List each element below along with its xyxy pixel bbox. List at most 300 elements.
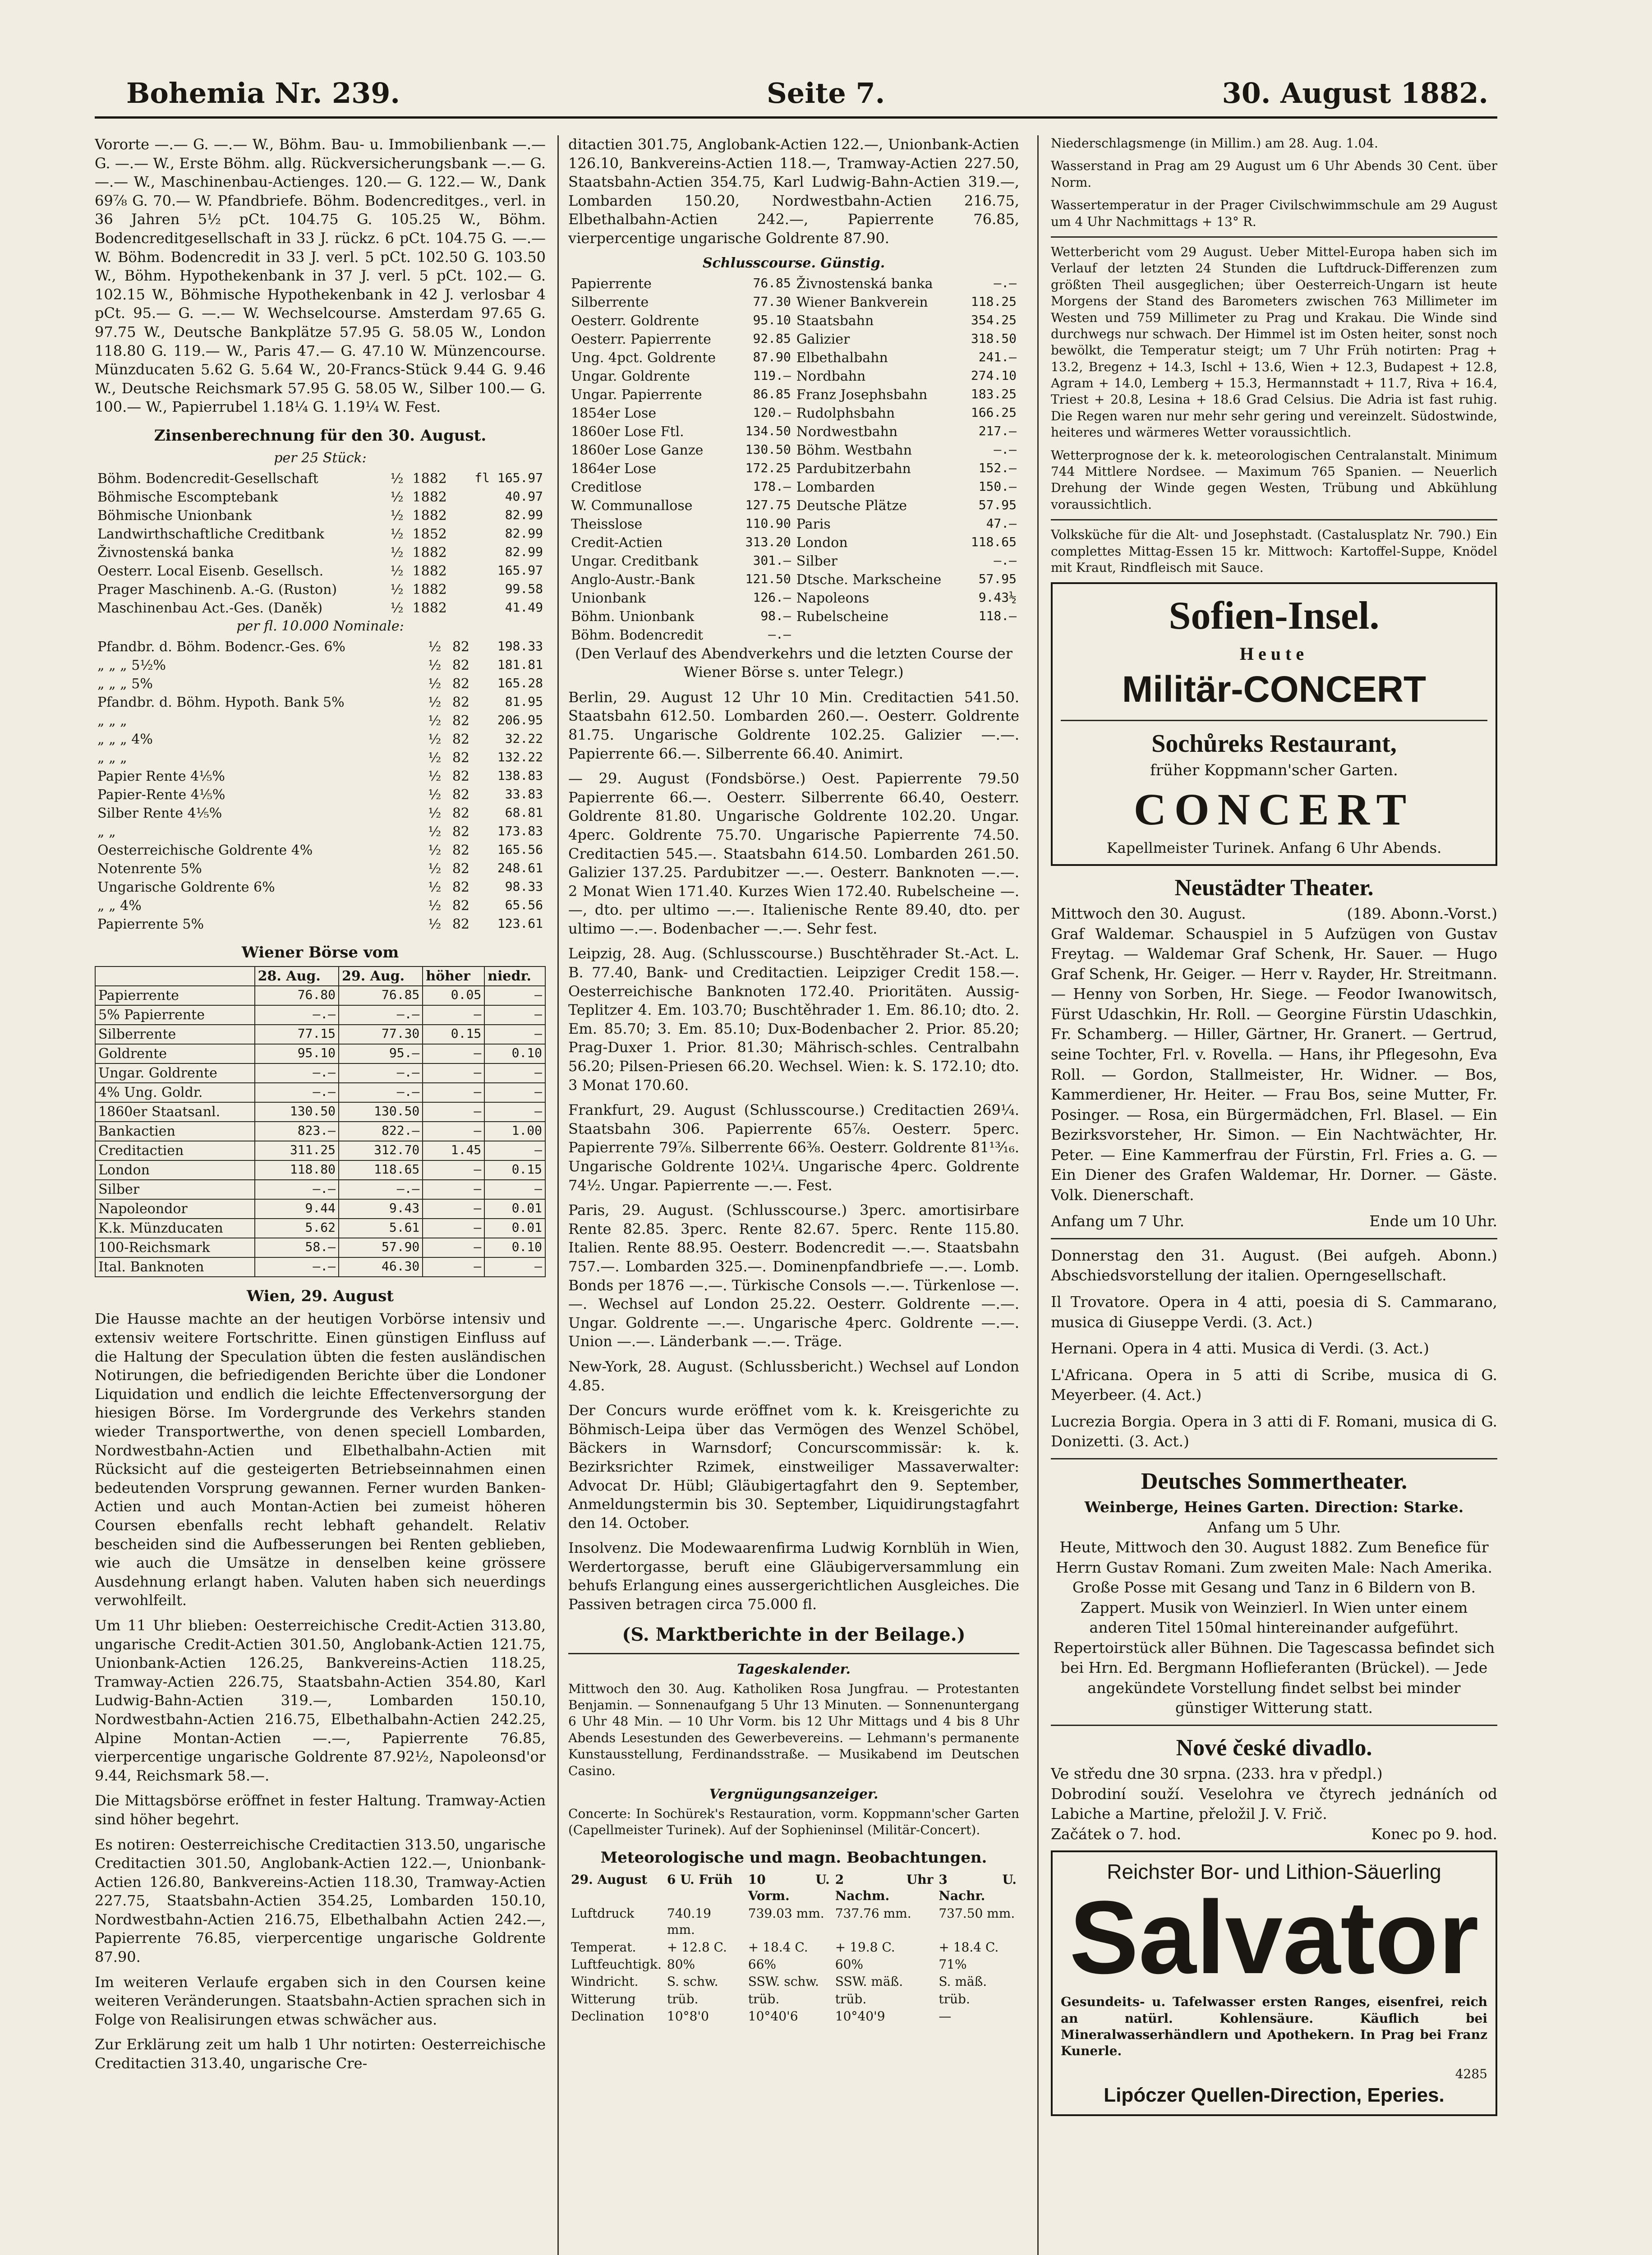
table-cell: 82 [452, 898, 470, 914]
opera-trovatore: Il Trovatore. Opera in 4 atti, poesia di S. Cammarano, musica di Giuseppe Verdi. (3. Act.) [1051, 1293, 1497, 1331]
table-cell: Silber Rente 4⅕% [97, 805, 222, 822]
table-cell: 60% [835, 1956, 863, 1972]
table-cell: 4% Ung. Goldr. [95, 1083, 255, 1102]
vergnuegung-text: Concerte: In Sochürek's Restauration, vorm. Koppmann'scher Garten (Capellmeister Turinek). Auf der Sophieninsel (Militär-Concert). [568, 1806, 1019, 1838]
table-header: 29. Aug. [339, 966, 423, 986]
table-cell: 1882 [412, 471, 447, 487]
table-cell: 181.81 [497, 657, 543, 672]
divider [1051, 1725, 1497, 1726]
table-cell: Rudolphsbahn [796, 405, 895, 421]
table-cell: ½ [428, 842, 442, 859]
table-cell: ½ [428, 898, 442, 914]
table-cell: 100-Reichsmark [95, 1238, 255, 1257]
zinsen-row [95, 804, 546, 823]
table-cell: ½ [428, 805, 442, 822]
table-cell: 0.05 [423, 986, 484, 1005]
boerse-row [95, 1122, 545, 1141]
table-header: 10 U. Vorm. [748, 1872, 830, 1904]
table-cell: 76.85 [339, 986, 423, 1005]
deutsches-sommertheater [1051, 1466, 1497, 1718]
table-cell: ½ [428, 639, 442, 655]
table-cell: 1860er Lose Ganze [571, 442, 704, 458]
table-cell: 0.15 [423, 1025, 484, 1044]
table-cell: 130.50 [745, 442, 791, 457]
table-cell: 274.10 [971, 368, 1017, 383]
table-cell: „ „ „ 5½% [97, 658, 166, 674]
table-cell: ½ [390, 508, 404, 524]
boerse-row [95, 1044, 545, 1063]
table-cell: 10°40'6 [748, 2009, 798, 2024]
table-cell: 77.15 [255, 1025, 339, 1044]
table-cell: —.— [255, 1005, 339, 1025]
wien-paragraph-3: Die Mittagsbörse eröffnet in fester Haltung. Tramway-Actien sind höher begehrt. [95, 1792, 546, 1828]
table-cell: 86.85 [753, 386, 791, 401]
table-cell: 120.— [753, 405, 791, 420]
opera-africana: L'Africana. Opera in 5 atti di Scribe, musica di G. Meyerbeer. (4. Act.) [1051, 1366, 1497, 1404]
table-cell: + 19.8 C. [835, 1939, 895, 1955]
zinsen-row [95, 712, 546, 730]
table-cell: ½ [428, 676, 442, 692]
wien-paragraph-4: Es notiren: Oesterreichische Creditactien 313.50, ungarische Creditactien 301.50, Anglobank-Actien 122.—, Unionbank-Actien 126.80, Bankvereins-Actien 118.30, Tramway-Actien 227.75, Staatsbahn-Actien 354.25, Lombarden 150.10, Nordwestbahn-Actien 216.75, Elbethalbahn Actien 242.—, Papierrente 76.85, vierpercentige ungarische Goldrente 87.90. [95, 1836, 546, 1966]
table-cell: + 18.4 C. [748, 1939, 808, 1955]
table-cell: — [423, 1122, 484, 1141]
column-divider-1 [557, 135, 559, 2255]
table-cell: ½ [428, 879, 442, 896]
table-cell: —.— [339, 1083, 423, 1102]
table-cell: 81.95 [505, 694, 543, 709]
table-cell: 82 [452, 713, 470, 729]
table-cell: — [484, 986, 545, 1005]
table-cell: ½ [428, 695, 442, 711]
berlin-report-2: — 29. August (Fondsbörse.) Oest. Papierrente 79.50 Papierrente 66.—. Oesterr. Silberrente 66.40, Oesterr. Goldrente 81.80. Ungarische Goldrente 102.20. Ungar. 4perc. Goldrente 75.70. Ungarische Papierrente 74.50. Creditactien 545.—. Staatsbahn 614.50. Lombarden 261.50. Galizier 137.25. Pardubitzer —.—. Oesterr. Banknoten —.—. 2 Monat Wien 171.40. Kurzes Wien 172.40. Rubelscheine —.—, dto. per ultimo —.—. Italienische Rente 89.40, dto. per ultimo —.—. Bodenbacher —.—. Sehr fest. [568, 770, 1019, 937]
table-header-row [95, 966, 545, 986]
zinsen-row [95, 897, 546, 915]
neustaedter-end: Ende um 10 Uhr. [1369, 1212, 1497, 1230]
table-cell: — [423, 1238, 484, 1257]
table-cell: 57.90 [339, 1238, 423, 1257]
table-cell: Ungar. Papierrente [571, 387, 702, 403]
wien-paragraph-6: Zur Erklärung zeit um halb 1 Uhr notirten: Oesterreichische Creditactien 313.40, ungarische Cre- [95, 2036, 546, 2072]
header-rule [95, 116, 1497, 119]
table-cell: Goldrente [95, 1044, 255, 1063]
table-cell: Creditactien [95, 1141, 255, 1160]
table-cell: 82 [452, 695, 470, 711]
table-cell: 76.85 [753, 275, 791, 290]
table-cell: Luftfeuchtigk. [571, 1956, 662, 1972]
wien-title: Wien, 29. August [247, 1287, 394, 1306]
table-cell: + 12.8 C. [667, 1939, 727, 1955]
salvator-ad-number: 4285 [1455, 2066, 1487, 2081]
table-cell: — [423, 1257, 484, 1277]
boerse-row [95, 1083, 545, 1102]
table-cell: ½ [390, 526, 404, 543]
table-cell: 87.90 [753, 349, 791, 364]
boerse-table [95, 966, 546, 1277]
table-cell: 173.83 [497, 824, 543, 839]
table-cell: 130.50 [339, 1102, 423, 1122]
schluss-row [568, 626, 1019, 644]
table-cell: 740.19 mm. [667, 1905, 711, 1937]
paris-report: Paris, 29. August. (Schlusscourse.) 3perc. amortisirbare Rente 82.85. 3perc. Rente 82.67. 5perc. Rente 115.80. Italien. Rente 88.95. Oesterr. Bodencredit —.—. Staatsbahn 757.—. Lombarden 325.—. Dominenpfandbriefe —.—. Lomb. Bonds per 1876 —.—. Türkische Consols —.—. Türkenlose —.—. Wechsel auf London 25.22. Oesterr. Goldrente —.—. Ungar. Goldrente —.—. Ungarische 4perc. Goldrente —.—. Union —.—. Länderbank —.—. Träge. [568, 1201, 1019, 1350]
table-cell: — [484, 1025, 545, 1044]
schluss-note: (Den Verlauf des Abendverkehrs und die letzten Course der Wiener Börse s. unter Telegr.) [575, 644, 1013, 681]
zinsen-row [95, 878, 546, 897]
table-cell: Papier-Rente 4⅕% [97, 787, 225, 803]
table-cell: Böhm. Bodencredit [571, 627, 704, 643]
table-cell: — [423, 1044, 484, 1063]
table-cell: —.— [339, 1063, 423, 1083]
table-cell: Anglo-Austr.-Bank [571, 571, 695, 588]
meteo-row [568, 1939, 1019, 1956]
table-cell: 118.25 [971, 294, 1017, 309]
table-cell: „ „ „ 5% [97, 676, 153, 692]
table-cell: London [796, 534, 848, 551]
neustaedter-play: Graf Waldemar. Schauspiel in 5 Aufzügen von Gustav Freytag. — Waldemar Graf Schenk, Hr. Sauer. — Hugo Graf Schenk, Hr. Geiger. — Herr v. Rayder, Hr. Streitmann. — Henny von Sorben, Hr. Siege. — Feodor Iwanowitsch, Fürst Udaschkin, Hr. Roll. — Georgine Fürstin Udaschkin, Fr. Schamberg. — Hiller, Gärtner, Hr. Granert. — Gertrud, seine Tochter, Frl. v. Rovella. — Hans, ihr Pflegesohn, Eva Roll. — Gordon, Stallmeister, Hr. Widner. — Bos, Kammerdiener, Hr. Heiter. — Frau Bos, seine Mutter, Fr. Posinger. — Rosa, ein Bürgermädchen, Frl. Blasel. — Ein Bezirksvorsteher, Hr. Simon. — Ein Nachtwächter, Hr. Peter. — Eine Kammerfrau der Fürstin, Frl. Fries a. G. — Ein Diener des Grafen Waldemar, Hr. Dorner. — Gäste. Volk. Dienerschaft. [1051, 925, 1497, 1204]
table-cell: W. Communallose [571, 497, 693, 514]
meteo-row [568, 1905, 1019, 1939]
table-cell: Galizier [796, 331, 850, 347]
table-cell: 165.56 [497, 842, 543, 857]
table-cell: 1860er Staatsanl. [95, 1102, 255, 1122]
table-cell: — [484, 1141, 545, 1160]
table-cell: 241.— [978, 349, 1017, 364]
table-cell: 10°40'9 [835, 2009, 885, 2024]
table-cell: Elbethalbahn [796, 350, 888, 366]
market-intro: Vororte —.— G. —.— W., Böhm. Bau- u. Immobilienbank —.— G. —.— W., Erste Böhm. allg. Rückversicherungsbank —.— G. —.— W., Maschinenbau-Actienges. 120.— G. 122.— W., Dank 69⅞ G. 70.— W. Pfandbriefe. Böhm. Bodencreditges., verl. in 36 Jahren 5½ pCt. 104.75 G. 105.25 W., Böhm. Bodencreditgesellschaft in 33 J. rückz. 6 pCt. 104.75 G. —.— W. Böhm. Bodencredit in 33 J. verl. 5 pCt. 102.50 G. 103.50 W., Böhm. Hypothekenbank in 37 J. verl. 5 pCt. 102.— G. 102.15 W., Böhmische Hypothekenbank in 42 J. verlosbar 4 pCt. 95.— G. —.— W. Wechselcourse. Amsterdam 97.65 G. 97.75 W., Deutsche Bankplätze 57.95 G. 58.05 W., London 118.80 G. 119.— W., Paris 47.— G. 47.10 W. Münzencourse. Münzducaten 5.62 G. 5.64 W., 20-Francs-Stück 9.44 G. 9.46 W., Deutsche Reichsmark 57.95 G. 58.05 W., Silber 100.— G. 100.— W., Papierrubel 1.18¼ G. 1.19¼ W. Fest. [95, 136, 546, 416]
table-cell: 68.81 [505, 805, 543, 820]
schluss-row [568, 478, 1019, 497]
divider [1051, 1238, 1497, 1239]
table-cell: ½ [428, 861, 442, 877]
table-cell: —.— [994, 275, 1017, 290]
sofien-title: Sofien-Insel. [1169, 594, 1380, 638]
boerse-row [95, 1025, 545, 1044]
neustaedter-thursday: Donnerstag den 31. August. (Bei aufgeh. Abonn.) Abschiedsvorstellung der italien. Operngesellschaft. [1051, 1246, 1497, 1284]
table-cell: Papierrente [95, 986, 255, 1005]
boerse-row [95, 1219, 545, 1238]
table-cell: 41.49 [505, 600, 543, 615]
table-cell: Prager Maschinenb. A.-G. (Ruston) [97, 582, 337, 598]
niederschlag-text: Niederschlagsmenge (in Millim.) am 28. Aug. 1.04. [1051, 136, 1378, 151]
zinsen-row [95, 730, 546, 749]
table-cell: 0.10 [484, 1044, 545, 1063]
sochurek-sub: früher Koppmann'scher Garten. [1150, 761, 1398, 780]
table-cell: Ungar. Goldrente [95, 1063, 255, 1083]
sofien-heute: Heute [1239, 643, 1309, 664]
table-cell: Böhm. Unionbank [571, 608, 695, 625]
table-cell: ½ [428, 769, 442, 785]
zinsen-row [95, 488, 546, 506]
boerse-row [95, 1238, 545, 1257]
table-cell: S. mäß. [939, 1974, 987, 1989]
table-cell: 0.01 [484, 1219, 545, 1238]
table-cell: —.— [994, 552, 1017, 568]
table-cell: Dtsche. Markscheine [796, 571, 942, 588]
neustaedter-date: Mittwoch den 30. August. [1051, 905, 1246, 923]
table-cell: Silber [796, 553, 838, 569]
salvator-source: Lipóczer Quellen-Direction, Eperies. [1104, 2084, 1445, 2107]
table-cell: 126.— [753, 589, 791, 605]
schluss-row [568, 404, 1019, 423]
table-cell: Staatsbahn [796, 313, 874, 329]
zinsen-row [95, 749, 546, 767]
table-cell: 118.— [978, 608, 1017, 623]
table-header-row [568, 1871, 1019, 1905]
table-cell: ½ [390, 600, 404, 617]
table-cell: 9.44 [255, 1199, 339, 1219]
table-cell: Paris [796, 516, 831, 532]
table-cell: ½ [428, 787, 442, 803]
table-cell: 95.10 [255, 1044, 339, 1063]
table-cell: 313.20 [745, 534, 791, 549]
wasserstand-text: Wasserstand in Prag am 29 August um 6 Uhr Abends 30 Cent. über Norm. [1051, 158, 1497, 190]
newyork-report: New-York, 28. August. (Schlussbericht.) Wechsel auf London 4.85. [568, 1358, 1019, 1394]
salvator-ad [1051, 1850, 1497, 2116]
zinsen-row [95, 915, 546, 934]
zinsen-subtitle-2: per fl. 10.000 Nominale: [236, 618, 404, 635]
concurs-notice: Der Concurs wurde eröffnet vom k. k. Kreisgerichte zu Böhmisch-Leipa über das Vermögen des Wenzel Schöbel, Bäckers in Warnsdorf; Concurscommissär: k. k. Bezirksrichter Rzimek, einstweiliger Massaverwalter: Advocat Dr. Hübl; Gläubigertagfahrt den 9. September, Anmeldungstermin bis 30. September, Liquidirungstagfahrt den 14. October. [568, 1402, 1019, 1532]
meteo-row [568, 1973, 1019, 1990]
table-cell: 178.— [753, 479, 791, 494]
table-cell: Wiener Bankverein [796, 294, 928, 310]
frankfurt-report: Frankfurt, 29. August (Schlusscourse.) Creditactien 269¼. Staatsbahn 306. Papierrente 65⅞. Oesterr. 5perc. Papierrente 79⅞. Silberrente 66⅜. Oesterr. Goldrente 81¹³⁄₁₆. Ungarische Goldrente 102¼. Ungarische 4perc. Goldrente 74½. Ungar. Papierrente —.—. Fest. [568, 1101, 1019, 1194]
table-cell: 65.56 [505, 897, 543, 913]
schluss-row [568, 552, 1019, 571]
table-cell: Böhmische Escomptebank [97, 489, 278, 506]
salvator-description: Gesundeits- u. Tafelwasser ersten Ranges, eisenfrei, reich an natürl. Kohlensäure. Käuflich bei Mineralwasserhändlern und Apothekern. In Prag bei Franz Kunerle. [1061, 1994, 1487, 2059]
table-cell: 110.90 [745, 515, 791, 531]
meteo-row [568, 2008, 1019, 2025]
table-cell: Silberrente [571, 294, 649, 310]
table-cell: ½ [390, 582, 404, 598]
wassertemp-text: Wassertemperatur in der Prager Civilschwimmschule am 29 August um 4 Uhr Nachmittags + 13° R. [1051, 198, 1497, 229]
table-cell: Oesterreichische Goldrente 4% [97, 842, 313, 859]
boerse-row [95, 1102, 545, 1122]
table-cell [794, 626, 962, 644]
column-divider-2 [1037, 135, 1039, 2255]
zinsen-row [95, 580, 546, 599]
table-cell: 82 [452, 658, 470, 674]
kalender-title: Tageskalender. [737, 1661, 851, 1677]
table-cell: 46.30 [339, 1257, 423, 1277]
table-cell: Declination [571, 2009, 644, 2024]
table-cell: „ „ 4% [97, 898, 142, 914]
nove-play: Dobrodiní souží. Veselohra ve čtyrech jednáních od Labiche a Martine, přeložil J. V. Frič. [1051, 1785, 1497, 1823]
opera-hernani: Hernani. Opera in 4 atti. Musica di Verdi. (3. Act.) [1051, 1339, 1429, 1358]
zinsen-row [95, 693, 546, 712]
table-cell: Deutsche Plätze [796, 497, 907, 514]
table-cell: Rubelscheine [796, 608, 889, 625]
table-cell: 82 [452, 676, 470, 692]
table-cell: — [423, 1083, 484, 1102]
table-cell: 183.25 [971, 386, 1017, 401]
table-cell: 150.— [978, 479, 1017, 494]
table-cell: 82 [452, 787, 470, 803]
table-cell: 95.10 [753, 312, 791, 327]
table-cell: 123.61 [497, 916, 543, 931]
table-cell: Živnostenská banka [796, 276, 933, 292]
table-cell: 5% Papierrente [95, 1005, 255, 1025]
wetterbericht-text: Wetterbericht vom 29 August. Ueber Mittel-Europa haben sich im Verlauf der letzten 24 Stunden die Luftdruck-Differenzen zum größten Theil ausgeglichen; über Oesterreich-Ungarn ist heute Morgens der Stand des Barometers zwischen 763 Millimeter im Westen und 759 Millimeter zu Prag und Krakau. Die Winde sind durchwegs nur schwach. Der Himmel ist im Osten heiter, sonst noch bewölkt, die Temperatur steigt; um 7 Uhr Früh notirten: Prag + 13.2, Bregenz + 14.3, Ischl + 13.6, Wien + 12.3, Budapest + 12.8, Agram + 14.0, Lemberg + 15.3, Hermannstadt + 11.7, Riva + 16.4, Triest + 20.8, Lesina + 18.6 Grad Celsius. Die Adria ist fast ruhig. Die Regen waren nur mehr sehr gering und vereinzelt. Südostwinde, heiteres und wärmeres Wetter voraussichtlich. [1051, 244, 1497, 440]
wien-paragraph-1: Die Hausse machte an der heutigen Vorbörse intensiv und extensiv weitere Fortschritte. Einen günstigen Einfluss auf die Haltung der Speculation übten die festen ausländischen Notirungen, die befriedigenden Berichte über die Londoner Liquidation und endlich die leichte Effectenversorgung der hiesigen Börse. Im Vordergrunde des Verkehrs standen wieder Transportwerthe, von denen speciell Lombarden, Nordwestbahn-Actien und Elbethalbahn-Actien mit Rücksicht auf die gesteigerten Betriebseinnahmen einen bedeutenden Vorsprung gewannen. Ferner wurden Banken-Actien und auch Montan-Actien bei zumeist höheren Coursen ebenfalls recht lebhaft gehandelt. Relativ bescheiden sind die Aufbesserungen bei Renten geblieben, wie auch die Umsätze in denselben keine grössere Ausdehnung erlangt haben. Valuten haben sich neuerdings verwohlfeilt. [95, 1310, 546, 1609]
table-cell: — [484, 1180, 545, 1199]
meteo-row [568, 1956, 1019, 1973]
table-cell: ½ [390, 563, 404, 580]
table-cell: 217.— [978, 423, 1017, 438]
zinsen-row [95, 525, 546, 543]
sommertheater-title: Deutsches Sommertheater. [1141, 1468, 1408, 1494]
divider [568, 1653, 1019, 1654]
table-cell: Napoleons [796, 590, 870, 606]
table-cell: — [939, 2009, 952, 2024]
table-cell: Nordwestbahn [796, 423, 898, 440]
schluss-row [568, 589, 1019, 607]
table-cell: ½ [428, 750, 442, 766]
table-cell: —.— [339, 1180, 423, 1199]
table-cell: 354.25 [971, 312, 1017, 327]
table-header: niedr. [484, 966, 545, 986]
table-cell: trüb. [939, 1991, 970, 2006]
table-cell: 198.33 [497, 639, 543, 654]
table-cell: Witterung [571, 1991, 636, 2006]
table-cell: 92.85 [753, 331, 791, 346]
table-cell: 138.83 [497, 768, 543, 783]
column-2 [568, 135, 1019, 2255]
table-cell: 132.22 [497, 750, 543, 765]
page-header [126, 77, 1488, 117]
zinsen-row [95, 860, 546, 878]
table-cell: S. schw. [667, 1974, 718, 1989]
wien-paragraph-5: Im weiteren Verlaufe ergaben sich in den Coursen keine weiteren Veränderungen. Staatsbahn-Actien sprachen sich in Folge von Realisirungen etwas schwächer aus. [95, 1973, 546, 2028]
schluss-row [568, 275, 1019, 293]
boerse-row [95, 1063, 545, 1083]
zinsen-row [95, 767, 546, 786]
table-cell: Silberrente [95, 1025, 255, 1044]
table-cell: 311.25 [255, 1141, 339, 1160]
zinsen-subtitle: per 25 Stück: [274, 450, 367, 466]
table-cell: „ „ „ 4% [97, 732, 153, 748]
table-cell: Pfandbr. d. Böhm. Bodencr.-Ges. 6% [97, 639, 345, 655]
table-cell: 82 [452, 732, 470, 748]
schluss-row [568, 515, 1019, 534]
table-cell: trüb. [667, 1991, 699, 2006]
schluss-row [568, 497, 1019, 515]
nove-date: Ve středu dne 30 srpna. (233. hra v předpl.) [1051, 1765, 1383, 1783]
divider [1061, 720, 1487, 721]
table-cell: 739.03 mm. [748, 1905, 824, 1921]
table-cell: ½ [428, 824, 442, 840]
boerse-row [95, 1199, 545, 1219]
table-cell: 95.— [339, 1044, 423, 1063]
table-cell: Luftdruck [571, 1905, 635, 1921]
sommertheater-sub: Weinberge, Heines Garten. Direction: Starke. [1084, 1498, 1464, 1516]
table-cell: 76.80 [255, 986, 339, 1005]
table-cell: 172.25 [745, 460, 791, 475]
divider [1051, 1458, 1497, 1459]
table-cell: Napoleondor [95, 1199, 255, 1219]
insolvenz-notice: Insolvenz. Die Modewaarenfirma Ludwig Kornblüh in Wien, Werdertorgasse, beruft eine Gläubigerversammlung ein behufs Erlangung eines aussergerichtlichen Ausgleiches. Die Passiven betragen circa 75.000 fl. [568, 1539, 1019, 1613]
table-cell: 1852 [412, 526, 447, 543]
table-cell: Papierrente 5% [97, 916, 204, 933]
schluss-row [568, 534, 1019, 552]
neustaedter-abonn: (189. Abonn.-Vorst.) [1347, 905, 1497, 923]
sommertheater-start: Anfang um 5 Uhr. [1207, 1518, 1341, 1536]
table-cell: 1882 [412, 600, 447, 617]
sochurek-title: Sochůreks Restaurant, [1151, 730, 1397, 758]
zinsen-row [95, 562, 546, 580]
table-cell: London [95, 1160, 255, 1180]
salvator-top: Reichster Bor- und Lithion-Säuerling [1107, 1860, 1441, 1884]
table-cell: 118.65 [971, 534, 1017, 549]
table-cell: — [484, 1083, 545, 1102]
table-cell: 77.30 [753, 294, 791, 309]
table-cell: 71% [939, 1956, 967, 1972]
table-cell: 0.01 [484, 1199, 545, 1219]
table-cell: ½ [428, 732, 442, 748]
table-cell: 165.97 [497, 563, 543, 578]
table-cell: Oesterr. Local Eisenb. Gesellsch. [97, 563, 324, 580]
table-cell: — [423, 1063, 484, 1083]
table-cell: 165.28 [497, 676, 543, 691]
zinsen-row [95, 675, 546, 693]
schluss-row [568, 571, 1019, 589]
header-page-number: Seite 7. [767, 77, 885, 110]
schluss-row [568, 441, 1019, 460]
table-cell: 57.95 [978, 571, 1017, 586]
table-cell: Böhm. Bodencredit-Gesellschaft [97, 471, 318, 487]
table-cell: 121.50 [745, 571, 791, 586]
nove-title: Nové české divadlo. [1176, 1735, 1372, 1761]
table-cell: Landwirthschaftliche Creditbank [97, 526, 324, 543]
table-cell: 152.— [978, 460, 1017, 475]
leipzig-report: Leipzig, 28. Aug. (Schlusscourse.) Buschtěhrader St.-Act. L. B. 77.40, Bank- und Creditactien. Leipziger Credit 158.—. Oesterreichische Banknoten 172.40. Prioritäten. Aussig-Teplitzer 4. Em. 103.70; Buschtěhrader 1. Em. 86.10; dto. 2. Em. 85.70; 3. Em. 85.10; Dux-Bodenbacher 2. Prior. 85.20; Prag-Duxer 1. Prior. 81.30; Mährisch-schles. Centralbahn 56.20; Pilsen-Priesen 66.20. Wechsel. Wien: k. S. 172.10; dto. 3 Monat 170.60. [568, 945, 1019, 1094]
marktberichte-note: (S. Marktberichte in der Beilage.) [622, 1624, 966, 1645]
divider [1051, 519, 1497, 520]
nove-start: Začátek o 7. hod. [1051, 1825, 1182, 1843]
prognose-text: Wetterprognose der k. k. meteorologischen Centralanstalt. Minimum 744 Mittlere Nordsee. — Maximum 765 Spanien. — Neuerlich Drehung der Winde gegen Westen, Trübung und Abkühlung voraussichtlich. [1051, 447, 1497, 512]
volkskueche-text: Volksküche für die Alt- und Josephstadt. (Castalusplatz Nr. 790.) Ein complettes Mittag-Essen 15 kr. Mittwoch: Kartoffel-Suppe, Knödel mit Kraut, Rindfleisch mit Sauce. [1051, 527, 1497, 575]
zinsen-row [95, 469, 546, 488]
table-cell: 82 [452, 861, 470, 877]
wien-paragraph-2: Um 11 Uhr blieben: Oesterreichische Credit-Actien 313.80, ungarische Credit-Actien 301.50, Anglobank-Actien 121.75, Unionbank-Actien 126.25, Bankvereins-Actien 118.25, Tramway-Actien 226.75, Staatsbahn-Actien 354.80, Karl Ludwig-Bahn-Actien 319.—, Lombarden 150.10, Nordwestbahn-Actien 216.75, Elbethalbahn-Actien 242.25, Alpine Montan-Actien —.—, Papierrente 76.85, vierpercentige ungarische Goldrente 87.92½, Napoleonsd'or 9.44, Reichsmark 58.—. [95, 1616, 546, 1784]
berlin-report: Berlin, 29. August 12 Uhr 10 Min. Creditactien 541.50. Staatsbahn 612.50. Lombarden 260.—. Oesterr. Goldrente 81.75. Ungarische Goldrente 102.25. Galizier —.—. Papierrente 66.—. Silberrente 66.40. Animirt. [568, 688, 1019, 762]
table-cell: „ „ „ [97, 713, 127, 729]
opera-lucrezia: Lucrezia Borgia. Opera in 3 atti di F. Romani, musica di G. Donizetti. (3. Act.) [1051, 1412, 1497, 1450]
table-cell: — [484, 1005, 545, 1025]
table-cell: Oesterr. Goldrente [571, 313, 699, 329]
table-cell: —.— [255, 1180, 339, 1199]
nove-divadlo [1051, 1732, 1497, 1844]
table-cell: 118.80 [255, 1160, 339, 1180]
table-cell: 248.61 [497, 861, 543, 876]
table-cell: K.k. Münzducaten [95, 1219, 255, 1238]
table-cell: 1864er Lose [571, 460, 657, 477]
table-cell: — [423, 1219, 484, 1238]
boerse-row [95, 1141, 545, 1160]
zinsen-row [95, 506, 546, 525]
table-cell: 66% [748, 1956, 776, 1972]
table-cell: Böhmische Unionbank [97, 508, 252, 524]
table-header: höher [423, 966, 484, 986]
table-cell: 9.43½ [978, 589, 1017, 605]
table-cell: 32.22 [505, 731, 543, 746]
table-cell: 1882 [412, 545, 447, 561]
table-cell: 312.70 [339, 1141, 423, 1160]
table-cell [962, 626, 1019, 644]
table-cell: — [423, 1199, 484, 1219]
table-cell: Credit-Actien [571, 534, 663, 551]
table-cell: ½ [390, 489, 404, 506]
